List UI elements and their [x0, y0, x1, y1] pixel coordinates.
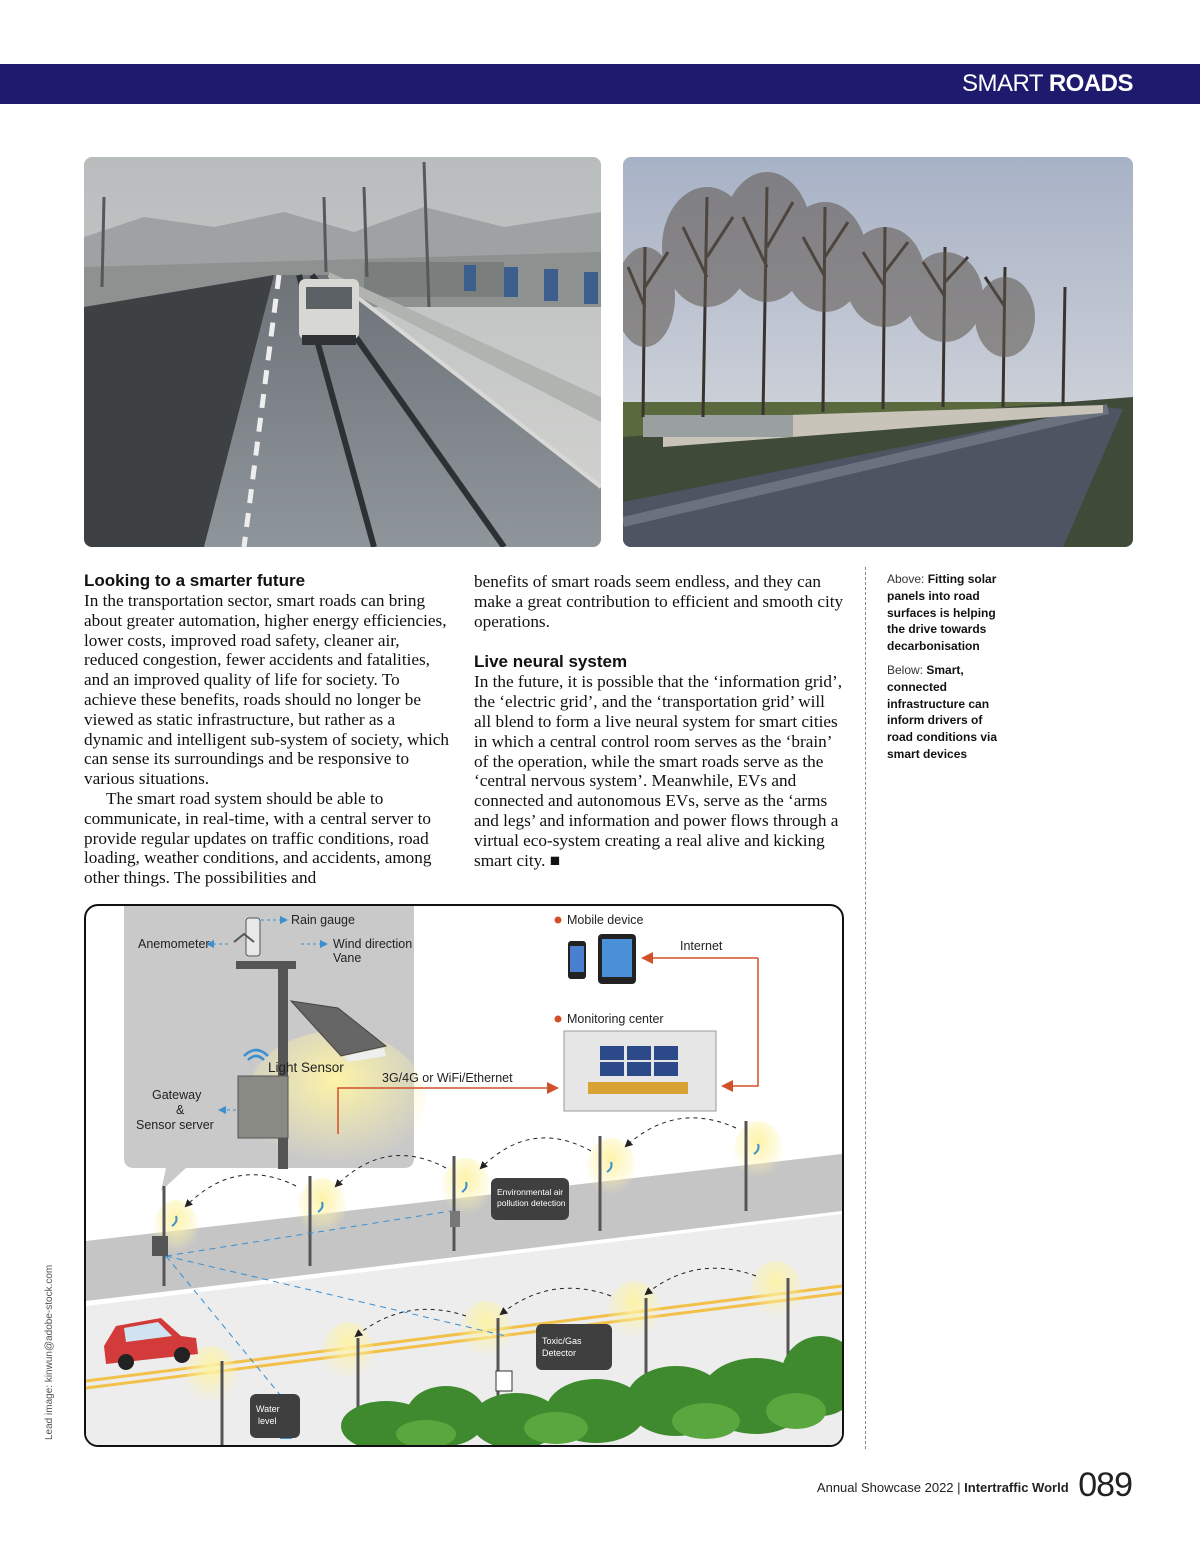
- label-toxic-gas: Toxic/Gas: [542, 1336, 582, 1346]
- smart-road-diagram: [84, 904, 844, 1447]
- label-env-pollution: pollution detection: [497, 1198, 566, 1208]
- label-sensor-server: Sensor server: [136, 1118, 214, 1132]
- section-title-light: SMART: [962, 70, 1043, 97]
- label-water: Water: [256, 1404, 280, 1414]
- label-rain-gauge: Rain gauge: [291, 913, 355, 927]
- caption-divider: [865, 567, 866, 1449]
- caption-text: Smart, connected infrastructure can inform drivers of road conditions via smart devices: [887, 662, 998, 761]
- heading-smarter-future: Looking to a smarter future: [84, 571, 306, 590]
- image-credit: Lead image: kinwun@adobe-stock.com: [44, 1264, 55, 1440]
- paragraph: benefits of smart roads seem endless, and they can make a great contribution to efficient and smooth city operations.: [474, 572, 844, 631]
- article-column-right: [474, 572, 844, 870]
- gas-detector-icon: [496, 1371, 512, 1391]
- label-detector: Detector: [542, 1348, 577, 1358]
- label-gateway: Gateway: [152, 1088, 202, 1102]
- paragraph: In the transportation sector, smart roads can bring about greater automation, higher energy efficiencies, lower costs, improved road safety, cleaner air, reduced congestion, fewer accidents and fatalities, and an improved quality of life for society. To achieve these benefits, roads should no longer be viewed as static infrastructure, but rather as a dynamic and intelligent sub-system of society, which can sense its surroundings and be responsive to various situations.: [84, 591, 449, 789]
- solar-road-trees-photo: [623, 157, 1133, 547]
- footer-magazine: Intertraffic World: [964, 1480, 1069, 1495]
- heading-live-neural-system: Live neural system: [474, 652, 628, 672]
- caption-above: [887, 571, 1007, 655]
- page-number: 089: [1078, 1466, 1132, 1504]
- section-title-bold: ROADS: [1048, 70, 1133, 97]
- page-footer: [817, 1466, 1132, 1505]
- label-env-air: Environmental air: [497, 1187, 564, 1197]
- photo-captions: [887, 571, 1007, 770]
- caption-label: Above:: [887, 572, 925, 586]
- label-gateway-amp: &: [176, 1103, 185, 1117]
- caption-below: [887, 662, 1007, 763]
- section-title: [962, 70, 1133, 98]
- paragraph: The smart road system should be able to communicate, in real-time, with a central server to provide regular updates on traffic conditions, road loading, weather conditions, and accidents, among other things. The possibilities and: [84, 788, 432, 888]
- article-column-left: [84, 570, 450, 888]
- label-network: 3G/4G or WiFi/Ethernet: [382, 1071, 513, 1085]
- paragraph: In the future, it is possible that the ‘information grid’, the ‘electric grid’, and the ‘transportation grid’ will all blend to form a live neural system for smart cities in which a central control room serves as the ‘brain’ of the operation, while the smart roads serve as the ‘central nervous system’. Meanwhile, EVs and connected and autonomous EVs, serve as the ‘arms and legs’ and information and power flows through a virtual eco-system creating a real alive and kicking smart city. ■: [474, 672, 843, 870]
- label-wind-direction: Wind direction: [333, 937, 413, 951]
- gateway-box-icon: [238, 1076, 288, 1138]
- label-anemometer: Anemometer: [138, 937, 210, 951]
- footer-publication: [817, 1480, 1072, 1495]
- label-water-level: level: [258, 1416, 277, 1426]
- label-wind-vane: Vane: [333, 951, 362, 965]
- caption-label: Below:: [887, 662, 924, 677]
- caption-text: Fitting solar panels into road surfaces is helping the drive towards decarbonisation: [887, 572, 997, 654]
- sensor-box-icon: [152, 1236, 168, 1256]
- section-header-bar: [0, 64, 1200, 104]
- label-internet: Internet: [680, 939, 723, 953]
- footer-issue: Annual Showcase 2022 |: [816, 1480, 961, 1495]
- label-monitoring-center: Monitoring center: [567, 1012, 664, 1026]
- label-mobile-device: Mobile device: [567, 913, 644, 927]
- solar-highway-photo: [84, 157, 601, 547]
- label-light-sensor: Light Sensor: [268, 1060, 344, 1075]
